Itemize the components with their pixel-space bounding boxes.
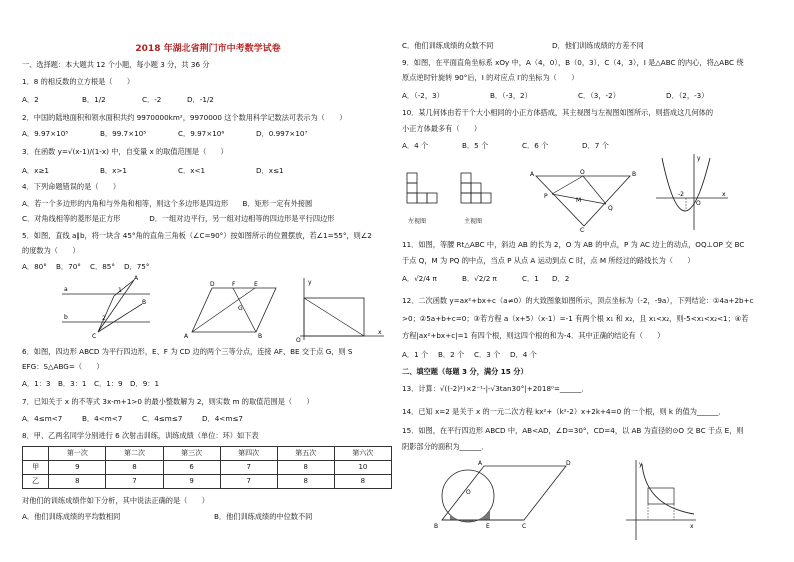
- q9-option-d: D．（2，-3）: [666, 91, 709, 100]
- fig15-label-E: E: [486, 523, 490, 530]
- q6-option-c: C．1：9: [94, 379, 123, 388]
- q1-option-b: B．1/2: [82, 95, 106, 104]
- fig12-label-y: y: [697, 155, 701, 162]
- table-header-cell: 第六次: [334, 447, 391, 461]
- fig11-label-A: A: [530, 171, 535, 178]
- fig6-label-E: E: [254, 281, 258, 288]
- table-cell: 乙: [23, 475, 49, 489]
- fig11-label-C: C: [580, 227, 585, 232]
- table-header-row: [23, 447, 392, 461]
- table-header-cell: 第二次: [106, 447, 163, 461]
- table-cell: 8: [277, 461, 334, 475]
- q3-option-b: B．x>1: [100, 166, 127, 175]
- q7-option-b: B．4<m<7: [82, 414, 123, 423]
- question-3: 3．在函数 y=√(x-1)/(1-x) 中，自变量 x 的取值范围是（ ）: [22, 147, 228, 156]
- fig9-label-y: y: [308, 279, 312, 286]
- table-cell: 8: [49, 475, 106, 489]
- question-1: 1．8 的相反数的立方根是（ ）: [22, 77, 135, 86]
- question-12: 12．二次函数 y=ax²+bx+c（a≠0）的大致图象如图所示，顶点坐标为（-2，-9a），下列结论：①4a+2b+c: [402, 296, 754, 305]
- table-cell: 9: [163, 475, 220, 489]
- figure-parallel-lines: [62, 274, 152, 340]
- question-13: 13．计算：√((-2)²)×2⁻¹-|-√3tan30°|+2018⁰=______．: [402, 384, 589, 393]
- table-cell: 甲: [23, 461, 49, 475]
- left-column: [22, 0, 394, 521]
- question-12-cont: >0；②5a+b+c=0；③若方程 a（x+5）（x-1）=-1 有两个根 x₁ 和 x₂，且 x₁<x₂，则-5<x₁<x₂<1；④若: [402, 314, 749, 323]
- fig16-label-y: y: [639, 461, 643, 468]
- caption-left-view: 左视图: [408, 218, 427, 225]
- table-header-cell: 第一次: [49, 447, 106, 461]
- q10-option-c: C．6 个: [522, 141, 549, 150]
- fig6-label-F: F: [232, 281, 236, 288]
- caption-main-view: 主视图: [464, 218, 483, 225]
- table-cell: 8: [334, 475, 391, 489]
- q10-option-a: A．4 个: [402, 141, 429, 150]
- fig11-label-Q: Q: [608, 205, 613, 212]
- q5-option-a: A．80°: [22, 262, 47, 271]
- fig15-label-O: O: [466, 489, 471, 496]
- q2-option-b: B．99.7×10⁵: [100, 129, 147, 138]
- q12-option-d: D．4 个: [510, 350, 537, 359]
- figure-parallelogram: [182, 280, 282, 340]
- q2-option-d: D．0.997×10⁷: [256, 129, 308, 138]
- figure-triangle-opq: [530, 168, 640, 232]
- q4-options-cd: C．对角线相等的菱形是正方形 D．一组对边平行，另一组对边相等的四边形是平行四边形: [22, 214, 335, 223]
- fig6-label-B: B: [258, 333, 263, 340]
- q12-option-b: B．2 个: [438, 350, 465, 359]
- fig5-label-A: A: [134, 275, 139, 282]
- q6-option-a: A．1：3: [22, 379, 51, 388]
- fig11-label-B: B: [632, 171, 637, 178]
- figure-circle-parallelogram: [432, 458, 572, 542]
- score-table: [22, 446, 392, 489]
- q8-option-d: D．他们训练成绩的方差不同: [552, 41, 644, 50]
- q5-option-b: B．70°: [56, 262, 81, 271]
- q9-option-c: C．（3，-2）: [578, 91, 620, 100]
- fig12-label-O: O: [696, 200, 701, 207]
- q11-option-d: D．2: [552, 274, 570, 283]
- q3-option-c: C．x<1: [178, 166, 206, 175]
- q8-option-c: C．他们训练成绩的众数不同: [402, 41, 494, 50]
- q1-option-c: C．-2: [142, 95, 162, 104]
- table-header-cell: 第五次: [277, 447, 334, 461]
- fig12-label-x: x: [722, 191, 726, 198]
- page-title: 2018 年湖北省荆门市中考数学试卷: [135, 44, 281, 54]
- fig5-label-b: b: [64, 314, 68, 321]
- question-10: 10．某几何体由若干个大小相同的小正方体搭成，其主视图与左视图如图所示，则搭成这几何体的: [402, 108, 714, 117]
- table-header-cell: [23, 447, 49, 461]
- question-5-cont: 的度数为（ ）: [22, 246, 80, 255]
- figure-parabola: [654, 152, 730, 232]
- table-row: [23, 461, 392, 475]
- q9-option-b: B．（-3，2）: [490, 91, 532, 100]
- fig5-label-B: B: [142, 299, 147, 306]
- fig5-label-1: 1: [118, 287, 122, 294]
- q9-option-a: A．（-2，3）: [402, 91, 444, 100]
- table-cell: 6: [163, 461, 220, 475]
- question-2: 2．中国的陆地面积和领水面积共约 9970000km²，9970000 这个数用科学记数法可表示为（ ）: [22, 113, 347, 122]
- fig16-label-x: x: [690, 523, 694, 530]
- table-cell: 7: [106, 475, 163, 489]
- figure-hyperbola: [624, 458, 698, 542]
- question-10-cont: 小正方体最多有（ ）: [402, 124, 482, 133]
- question-14: 14．已知 x=2 是关于 x 的一元二次方程 kx²+（k²-2）x+2k+4=0 的一个根，则 k 的值为______．: [402, 407, 726, 416]
- figure-coordinate-rectangle: [290, 276, 386, 342]
- table-cell: 9: [49, 461, 106, 475]
- question-9: 9．如图，在平面直角坐标系 xOy 中，A（4，0），B（0，3），C（4，3），I 是△ABC 的内心，将△ABC 绕: [402, 58, 744, 67]
- q6-option-b: B．3：1: [58, 379, 87, 388]
- question-8-cont: 对他们的训练成绩作如下分析，其中说法正确的是（ ）: [22, 496, 209, 505]
- figure-main-view: [460, 172, 494, 216]
- q5-option-c: C．85°: [90, 262, 115, 271]
- table-header-cell: 第三次: [163, 447, 220, 461]
- fig6-label-G: G: [238, 305, 243, 312]
- q7-option-d: D．4<m≤7: [202, 414, 243, 423]
- fig5-label-C: C: [92, 333, 97, 340]
- question-6: 6．如图，四边形 ABCD 为平行四边形，E、F 为 CD 边的两个三等分点，连接 AF、BE 交于点 G，则 S: [22, 347, 353, 356]
- q2-option-c: C．9.97×10⁶: [178, 129, 225, 138]
- q11-option-b: B．√2/2 π: [462, 274, 497, 283]
- question-8: 8．甲、乙两名同学分别进行 6 次射击训练，训练成绩（单位：环）如下表: [22, 431, 259, 440]
- fig12-label-minus-2: -2: [678, 191, 684, 198]
- q7-option-a: A．4≤m<7: [22, 414, 63, 423]
- q1-option-d: D．-1/2: [187, 95, 214, 104]
- question-11: 11．如图，等腰 Rt△ABC 中，斜边 AB 的长为 2，O 为 AB 的中点，P 为 AC 边上的动点，OQ⊥OP 交 BC: [402, 240, 745, 249]
- q8-option-b: B．他们训练成绩的中位数不同: [214, 512, 313, 521]
- fig5-label-2: 2: [102, 315, 106, 322]
- question-5: 5．如图，直线 a∥b，将一块含 45°角的直角三角板（∠C=90°）按如图所示的位置摆放，若∠1=55°，则∠2: [22, 231, 372, 240]
- table-cell: 7: [220, 461, 277, 475]
- question-6-cont: EFG：S△ABG=（ ）: [22, 362, 104, 371]
- question-9-cont: 原点逆时针旋转 90°后，I 的对应点 I′的坐标为（ ）: [402, 73, 579, 82]
- fig9-label-O: O: [296, 337, 301, 342]
- fig15-label-A: A: [478, 460, 483, 467]
- fig15-label-B: B: [434, 523, 439, 530]
- fig11-label-O: O: [580, 169, 585, 176]
- q10-option-b: B．5 个: [462, 141, 489, 150]
- question-15-cont: 阴影部分的面积为______．: [402, 442, 489, 451]
- section-2-heading: 二、填空题（每题 3 分，满分 15 分）: [402, 367, 528, 376]
- section-1-heading: 一、选择题：本大题共 12 个小题，每小题 3 分，共 36 分: [22, 60, 210, 69]
- fig6-label-D: D: [210, 281, 215, 288]
- q6-option-d: D．9：1: [130, 379, 160, 388]
- question-11-cont: 于点 Q，M 为 PQ 的中点，当点 P 从点 A 运动到点 C 时，点 M 所经过的路线长为（ ）: [402, 256, 695, 265]
- figure-left-view: [406, 172, 440, 216]
- table-cell: 8: [277, 475, 334, 489]
- q11-option-a: A．√2/4 π: [402, 274, 437, 283]
- fig11-label-P: P: [544, 193, 548, 200]
- fig15-label-C: C: [522, 523, 527, 530]
- fig15-label-D: D: [566, 460, 571, 467]
- question-15: 15．如图，在平行四边形 ABCD 中，AB<AD，∠D=30°，CD=4，以 AB 为直径的⊙O 交 BC 于点 E，则: [402, 426, 744, 435]
- q5-option-d: D．75°: [124, 262, 150, 271]
- q2-option-a: A．9.97×10⁵: [22, 129, 69, 138]
- question-12-cont-2: 方程|ax²+bx+c|=1 有四个根，则这四个根的和为-4．其中正确的结论有（ ）: [402, 331, 665, 340]
- q10-option-d: D．7 个: [582, 141, 609, 150]
- q4-options-ab: A．若一个多边形的内角和与外角和相等，则这个多边形是四边形 B．矩形一定有外接圆: [22, 199, 313, 208]
- fig5-label-a: a: [64, 286, 68, 293]
- table-row: [23, 475, 392, 489]
- table-cell: 7: [220, 475, 277, 489]
- fig9-label-x: x: [378, 329, 382, 336]
- q7-option-c: C．4≤m≤7: [142, 414, 183, 423]
- table-cell: 8: [106, 461, 163, 475]
- question-4: 4．下列命题错误的是（ ）: [22, 182, 121, 191]
- fig11-label-M: M: [576, 197, 582, 204]
- table-cell: 10: [334, 461, 391, 475]
- question-7: 7．已知关于 x 的不等式 3x-m+1>0 的最小整数解为 2，则实数 m 的取值范围是（ ）: [22, 397, 314, 406]
- q1-option-a: A．2: [22, 95, 39, 104]
- q3-option-d: D．x≤1: [256, 166, 284, 175]
- q11-option-c: C．1: [522, 274, 539, 283]
- q12-option-a: A．1 个: [402, 350, 429, 359]
- fig6-label-A: A: [184, 333, 189, 340]
- q8-option-a: A．他们训练成绩的平均数相同: [22, 512, 121, 521]
- table-header-cell: 第四次: [220, 447, 277, 461]
- q12-option-c: C．3 个: [474, 350, 501, 359]
- q3-option-a: A．x≥1: [22, 166, 49, 175]
